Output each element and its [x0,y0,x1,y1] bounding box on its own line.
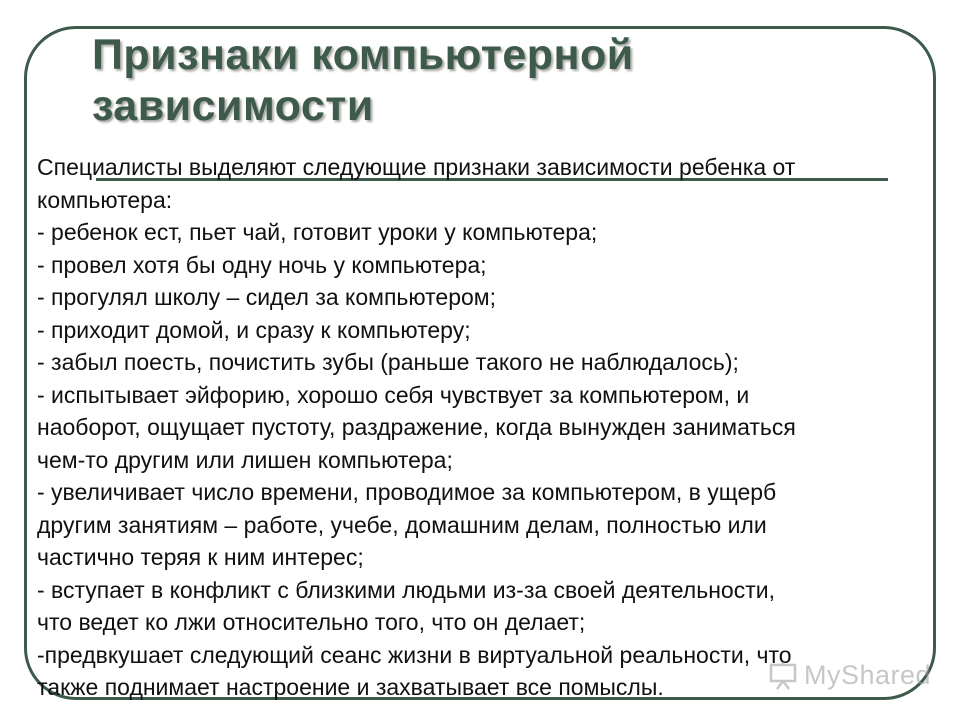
text-line: Специалисты выделяют следующие признаки зависимости ребенка от [37,154,796,180]
list-item: - провел хотя бы одну ночь у компьютера; [37,251,487,278]
presentation-board-icon [768,661,798,691]
text-line: наоборот, ощущает пустоту, раздражение, когда вынужден заниматься [37,414,796,440]
slide-title [92,30,634,132]
list-item: - ребенок ест, пьет чай, готовит уроки у компьютера; [37,219,598,245]
text-line: компьютера: [37,186,173,213]
list-item: - приходит домой, и сразу к компьютеру; [37,316,471,343]
list-item: -предвкушает следующий сеанс жизни в виртуальной реальности, что [37,641,792,668]
list-item: - увеличивает число времени, проводимое за компьютером, в ущерб [37,479,777,505]
list-item: - прогулял школу – сидел за компьютером; [37,284,497,310]
list-item: - вступает в конфликт с близкими людьми из-за своей деятельности, [37,576,775,603]
title-line-1: Признаки компьютерной [92,31,634,79]
watermark [768,660,931,691]
text-line: другим занятиям – работе, учебе, домашним делам, полностью или [37,511,767,538]
text-line: частично теряя к ним интерес; [37,544,364,570]
text-line: чем-то другим или лишен компьютера; [37,446,453,473]
list-item: - испытывает эйфорию, хорошо себя чувствует за компьютером, и [37,381,750,408]
watermark-text: MyShared [804,660,932,690]
list-item: - забыл поесть, почистить зубы (раньше такого не наблюдалось); [37,349,739,375]
title-line-2: зависимости [92,82,374,130]
body-text [37,151,937,704]
text-line: что ведет ко лжи относительно того, что он делает; [37,609,586,635]
text-line: также поднимает настроение и захватывает все помыслы. [37,674,664,700]
